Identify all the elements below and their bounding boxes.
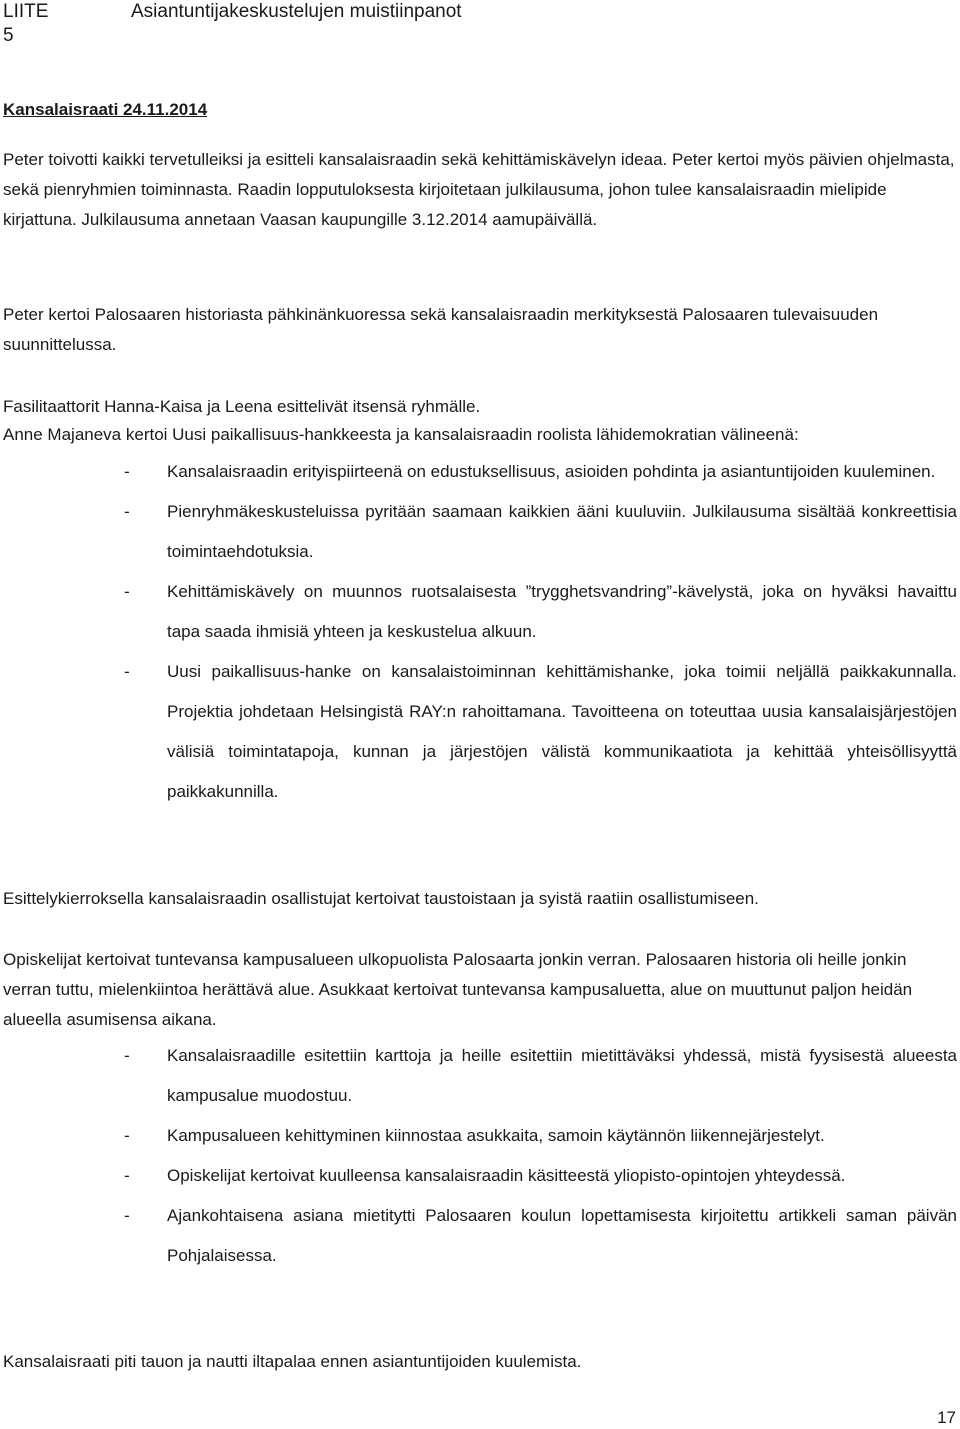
annex-label: LIITE 5 <box>3 1 49 46</box>
paragraph-students: Opiskelijat kertoivat tuntevansa kampusalueen ulkopuolista Palosaarta jonkin verran. Palosaaren historia oli heille jonkin verran tuttu, mielenkiintoa herättävä alue. Asukkaat kertoivat tuntevansa kampusaluetta, alue on muuttunut paljon heidän alueella asumisensa aikana. <box>3 950 913 1029</box>
list-dash: - <box>124 1166 130 1185</box>
list-item <box>0 1036 957 1116</box>
list-item-text: Kehittämiskävely on muunnos ruotsalaisesta ”trygghetsvandring”-kävelystä, joka on hyväksi havaittu tapa saada ihmisiä yhteen ja keskustelua alkuun. <box>167 582 957 641</box>
list-item-text: Kansalaisraadin erityispiirteenä on edustuksellisuus, asioiden pohdinta ja asiantuntijoiden kuuleminen. <box>167 462 936 481</box>
list-dash: - <box>124 1206 130 1225</box>
list-item <box>0 652 957 812</box>
list-dash: - <box>124 1126 130 1145</box>
list-item-text: Kampusalueen kehittyminen kiinnostaa asukkaita, samoin käytännön liikennejärjestelyt. <box>167 1126 825 1145</box>
list-item <box>0 492 957 572</box>
page-number: 17 <box>937 1408 956 1427</box>
list-item <box>0 572 957 652</box>
list-item-text: Pienryhmäkeskusteluissa pyritään saamaan kaikkien ääni kuuluviin. Julkilausuma sisältää konkreettisia toimintaehdotuksia. <box>167 502 957 561</box>
list-item <box>0 1196 957 1276</box>
list-item-text: Uusi paikallisuus-hanke on kansalaistoiminnan kehittämishanke, joka toimii neljällä paikkakunnalla. Projektia johdetaan Helsingistä RAY:n rahoittamana. Tavoitteena on toteuttaa uusia kansalaisjärjestöjen välisiä toimintatapoja, kunnan ja järjestöjen välistä kommunikaatiota ja kehittää yhteisöllisyyttä paikkakunnilla. <box>167 662 957 801</box>
list-dash: - <box>124 502 130 521</box>
paragraph-intro: Peter toivotti kaikki tervetulleiksi ja esitteli kansalaisraadin sekä kehittämiskävelyn ideaa. Peter kertoi myös päivien ohjelmasta, sekä pienryhmien toiminnasta. Raadin lopputuloksesta kirjoitetaan julkilausuma, johon tulee kansalaisraadin mielipide kirjattuna. Julkilausuma annetaan Vaasan kaupungille 3.12.2014 aamupäivällä. <box>3 150 955 229</box>
discussion-bullet-list <box>0 1036 960 1276</box>
document-title: Asiantuntijakeskustelujen muistiinpanot <box>131 1 462 22</box>
list-dash: - <box>124 662 130 681</box>
project-bullet-list <box>0 452 960 812</box>
paragraph-history: Peter kertoi Palosaaren historiasta pähkinänkuoressa sekä kansalaisraadin merkityksestä Palosaaren tulevaisuuden suunnittelussa. <box>3 305 879 354</box>
paragraph-project: Anne Majaneva kertoi Uusi paikallisuus-hankkeesta ja kansalaisraadin roolista lähidemokratian välineenä: <box>3 425 799 444</box>
list-item-text: Opiskelijat kertoivat kuulleensa kansalaisraadin käsitteestä yliopisto-opintojen yhteydessä. <box>167 1166 846 1185</box>
list-item <box>0 1156 957 1196</box>
list-item-text: Kansalaisraadille esitettiin karttoja ja heille esitettiin mietittäväksi yhdessä, mistä fyysisestä alueesta kampusalue muodostuu. <box>167 1046 957 1105</box>
paragraph-facilitators: Fasilitaattorit Hanna-Kaisa ja Leena esittelivät itsensä ryhmälle. <box>3 397 481 416</box>
section-heading: Kansalaisraati 24.11.2014 <box>3 100 208 119</box>
list-item <box>0 452 957 492</box>
list-dash: - <box>124 582 130 601</box>
list-item-text: Ajankohtaisena asiana mietitytti Palosaaren koulun lopettamisesta kirjoitettu artikkeli saman päivän Pohjalaisessa. <box>167 1206 957 1265</box>
paragraph-introductions: Esittelykierroksella kansalaisraadin osallistujat kertoivat taustoistaan ja syistä raatiin osallistumiseen. <box>3 889 759 908</box>
list-dash: - <box>124 462 130 481</box>
list-item <box>0 1116 957 1156</box>
paragraph-break: Kansalaisraati piti tauon ja nautti iltapalaa ennen asiantuntijoiden kuulemista. <box>3 1352 582 1371</box>
list-dash: - <box>124 1046 130 1065</box>
